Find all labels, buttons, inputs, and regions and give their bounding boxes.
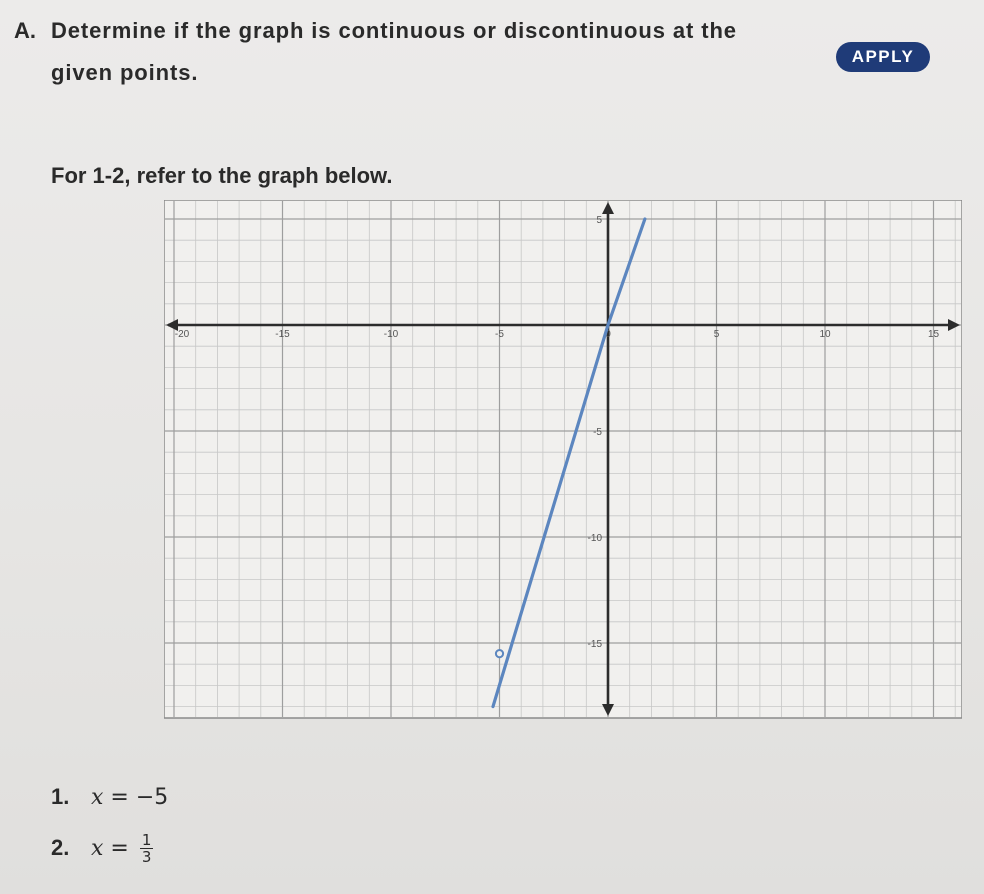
open-point-marker xyxy=(496,650,503,657)
refer-instruction: For 1-2, refer to the graph below. xyxy=(51,163,393,188)
x-tick-label: -10 xyxy=(383,329,399,340)
fraction-numerator: 1 xyxy=(141,831,152,849)
question-number: 1. xyxy=(51,784,70,809)
section-letter: A. xyxy=(14,18,36,43)
fraction xyxy=(140,832,154,865)
apply-badge: APPLY xyxy=(836,42,930,72)
instruction-line-2: given points. xyxy=(51,60,199,85)
x-tick-label: 5 xyxy=(713,329,720,340)
question-2 xyxy=(51,832,153,865)
question-equation: = −5 xyxy=(103,785,169,810)
instruction-line-1: Determine if the graph is continuous or discontinuous at the xyxy=(51,18,737,43)
question-equation: = xyxy=(103,835,136,861)
question-variable: x xyxy=(91,785,104,810)
x-tick-label: -15 xyxy=(275,329,290,340)
x-tick-label: 0 xyxy=(605,329,611,340)
y-tick-label: 5 xyxy=(596,215,602,226)
x-tick-label: -20 xyxy=(174,329,190,340)
question-number: 2. xyxy=(51,834,70,860)
question-1 xyxy=(51,784,168,810)
y-tick-label: -5 xyxy=(593,427,602,438)
y-tick-label: -10 xyxy=(587,533,602,544)
question-variable: x xyxy=(91,835,104,861)
x-tick-label: 15 xyxy=(927,329,940,340)
y-tick-label: -15 xyxy=(587,639,602,650)
graph-background xyxy=(164,200,962,718)
coordinate-graph xyxy=(164,200,962,720)
x-tick-label: 10 xyxy=(819,329,831,340)
x-tick-label: -5 xyxy=(495,329,504,340)
fraction-denominator: 3 xyxy=(141,848,152,866)
